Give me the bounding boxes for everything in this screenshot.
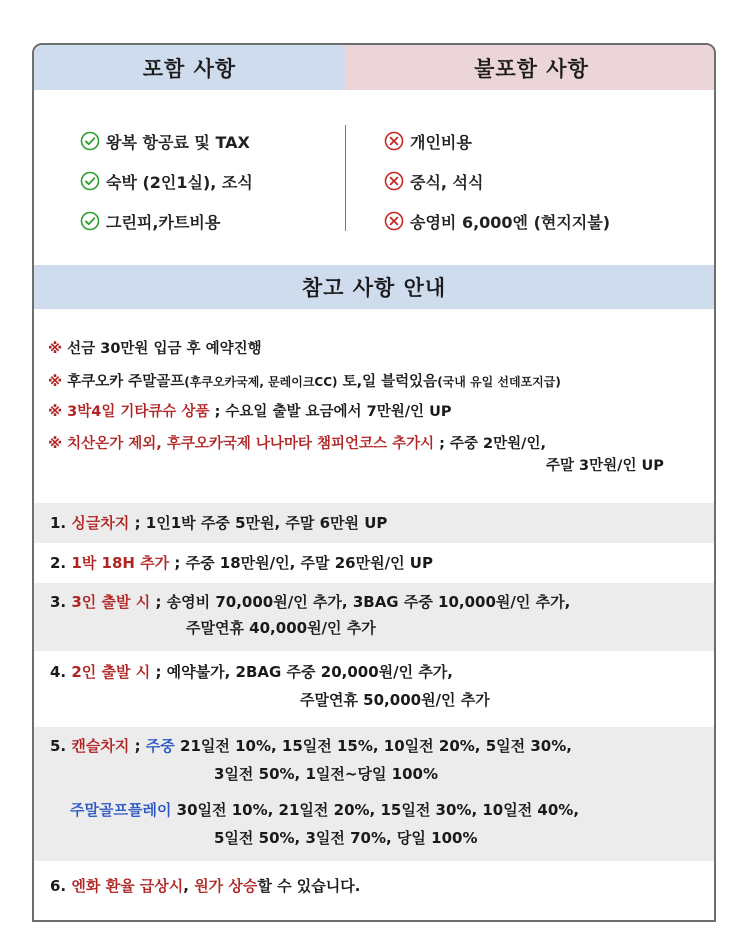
included-item bbox=[80, 161, 253, 201]
note-text: 선금 30만원 입금 후 예약진행 bbox=[67, 341, 262, 357]
included-item-label: 숙박 (2인1실), 조식 bbox=[106, 172, 253, 192]
row-line bbox=[50, 735, 572, 756]
note-mark: ※ bbox=[48, 374, 63, 390]
reference-note bbox=[48, 401, 451, 423]
policy-row bbox=[34, 865, 714, 907]
row-label: 1박 18H 추가 bbox=[71, 554, 170, 572]
row-number: 3. bbox=[50, 593, 67, 611]
note-text: 후쿠오카 주말골프 bbox=[67, 374, 185, 390]
row-number: 1. bbox=[50, 514, 67, 532]
included-item bbox=[80, 201, 253, 241]
check-circle-icon bbox=[80, 171, 100, 191]
row-line-continued: 5일전 50%, 3일전 70%, 당일 100% bbox=[214, 829, 478, 847]
check-circle-icon bbox=[80, 131, 100, 151]
note-highlight: 3박4일 기타큐슈 상품 bbox=[67, 404, 210, 420]
row-text: ; 주중 18만원/인, 주말 26만원/인 UP bbox=[169, 554, 433, 572]
excluded-item-label: 개인비용 bbox=[410, 132, 472, 152]
row-line-continued: 주말연휴 50,000원/인 추가 bbox=[300, 691, 490, 709]
note-mark: ※ bbox=[48, 404, 63, 420]
row-label: 3인 출발 시 bbox=[71, 593, 151, 611]
reference-note bbox=[48, 433, 546, 455]
x-circle-icon bbox=[384, 211, 404, 231]
included-header: 포함 사항 bbox=[34, 45, 345, 90]
policy-row bbox=[34, 543, 714, 583]
excluded-header: 불포함 사항 bbox=[345, 45, 716, 90]
row-label: 싱글차지 bbox=[71, 514, 130, 532]
row-number: 5. bbox=[50, 737, 67, 755]
check-circle-icon bbox=[80, 211, 100, 231]
excluded-item bbox=[384, 121, 610, 161]
row-line bbox=[50, 661, 453, 682]
row-text: ; 1인1박 주중 5만원, 주말 6만원 UP bbox=[129, 514, 388, 532]
policy-row bbox=[34, 651, 714, 727]
row-text: 30일전 10%, 21일전 20%, 15일전 30%, 10일전 40%, bbox=[171, 801, 580, 819]
excluded-item-label: 중식, 석식 bbox=[410, 172, 484, 192]
row-text: 할 수 있습니다. bbox=[257, 877, 361, 895]
included-item-label: 왕복 항공료 및 TAX bbox=[106, 132, 250, 152]
reference-note bbox=[48, 338, 262, 360]
row-line-continued: 주말연휴 40,000원/인 추가 bbox=[186, 619, 376, 637]
note-mark: ※ bbox=[48, 436, 63, 452]
column-divider bbox=[345, 125, 346, 231]
policy-row bbox=[34, 583, 714, 651]
row-label: 엔화 환율 급상시 bbox=[71, 877, 184, 895]
row-sep: ; bbox=[129, 737, 146, 755]
row-label: 원가 상승 bbox=[194, 877, 258, 895]
row-number: 4. bbox=[50, 663, 67, 681]
excluded-list bbox=[384, 121, 610, 241]
row-text: 21일전 10%, 15일전 15%, 10일전 20%, 5일전 30%, bbox=[174, 737, 572, 755]
note-highlight: 치산온가 제외, 후쿠오카국제 나나마타 챔피언코스 추가시 bbox=[67, 436, 435, 452]
row-label: 캔슬차지 bbox=[71, 737, 130, 755]
excluded-item bbox=[384, 161, 610, 201]
note-mark: ※ bbox=[48, 341, 63, 357]
row-text: ; 송영비 70,000원/인 추가, 3BAG 주중 10,000원/인 추가, bbox=[150, 593, 571, 611]
included-list bbox=[80, 121, 253, 241]
x-circle-icon bbox=[384, 131, 404, 151]
policy-row bbox=[34, 503, 714, 543]
cancellation-row bbox=[34, 727, 714, 861]
included-item-label: 그린피,카트비용 bbox=[106, 212, 221, 232]
row-number: 2. bbox=[50, 554, 67, 572]
note-text: 토,일 블럭있음 bbox=[337, 374, 438, 390]
row-line bbox=[70, 799, 579, 820]
reference-note bbox=[48, 371, 561, 393]
excluded-item-label: 송영비 6,000엔 (현지지불) bbox=[410, 212, 611, 232]
x-circle-icon bbox=[384, 171, 404, 191]
row-number: 6. bbox=[50, 877, 67, 895]
note-text: ; 수요일 출발 요금에서 7만원/인 UP bbox=[209, 404, 452, 420]
reference-note-continued: 주말 3만원/인 UP bbox=[546, 458, 664, 474]
weekend-label: 주말골프플레이 bbox=[70, 801, 172, 819]
row-sep: , bbox=[183, 877, 195, 895]
row-line bbox=[50, 591, 570, 612]
weekday-label: 주중 bbox=[145, 737, 175, 755]
row-label: 2인 출발 시 bbox=[71, 663, 151, 681]
note-text: ; 주중 2만원/인, bbox=[434, 436, 546, 452]
note-small-text: (후쿠오카국제, 문레이크CC) bbox=[184, 375, 338, 389]
excluded-item bbox=[384, 201, 610, 241]
note-small-text: (국내 유일 선데포지급) bbox=[437, 375, 561, 389]
reference-header: 참고 사항 안내 bbox=[34, 265, 714, 309]
included-item bbox=[80, 121, 253, 161]
info-card bbox=[32, 43, 716, 922]
row-text: ; 예약불가, 2BAG 주중 20,000원/인 추가, bbox=[150, 663, 454, 681]
row-line-continued: 3일전 50%, 1일전~당일 100% bbox=[214, 765, 438, 783]
